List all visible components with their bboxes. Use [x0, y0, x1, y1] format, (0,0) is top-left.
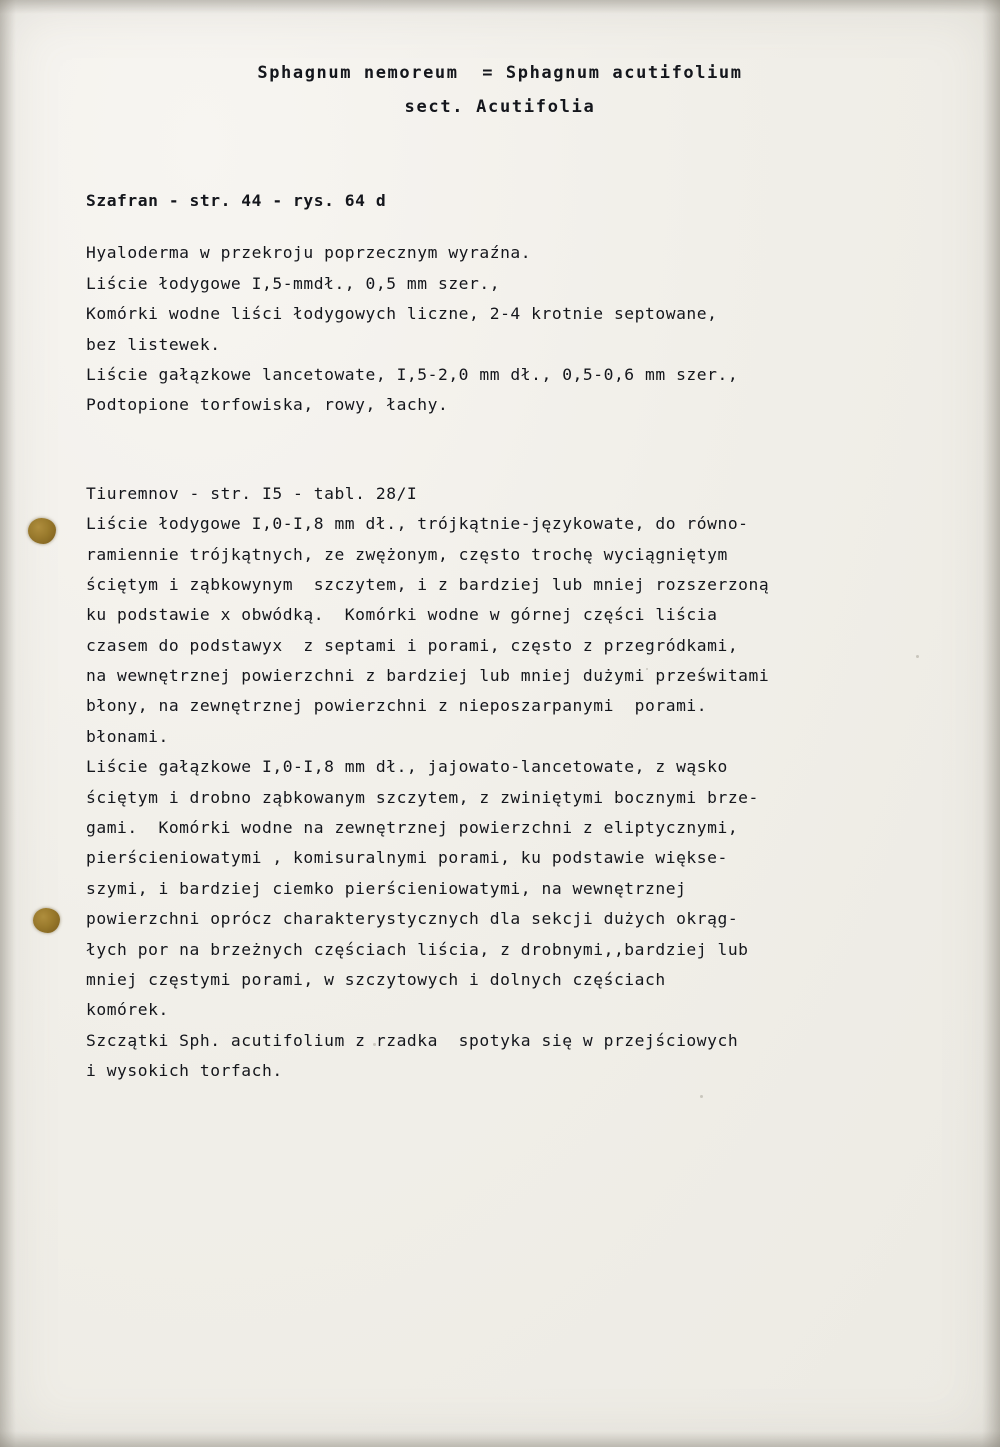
page-edge-left: [0, 0, 16, 1447]
body-line: ku podstawie x obwódką. Komórki wodne w górnej części liścia: [86, 605, 718, 625]
body-line: ramiennie trójkątnych, ze zwężonym, często trochę wyciągniętym: [86, 544, 728, 564]
page-edge-top: [0, 0, 1000, 14]
spacer: [86, 216, 966, 238]
body-line: Liście gałązkowe lancetowate, I,5-2,0 mm dł., 0,5-0,6 mm szer.,: [86, 364, 739, 384]
body-line: szymi, i bardziej ciemko pierścieniowatymi, na wewnętrznej: [86, 878, 687, 898]
spacer: [86, 421, 966, 457]
body-line: łych por na brzeżnych częściach liścia, z drobnymi,,bardziej lub: [86, 939, 749, 959]
body-line: błony, na zewnętrznej powierzchni z nieposzarpanymi porami.: [86, 696, 708, 716]
document-title: [0, 56, 1000, 124]
body-line: powierzchni oprócz charakterystycznych dla sekcji dużych okrąg-: [86, 909, 739, 929]
body-line: komórek.: [86, 1000, 169, 1020]
body-line: gami. Komórki wodne na zewnętrznej powierzchni z eliptycznymi,: [86, 818, 739, 838]
reference-szafran: Szafran - str. 44 - rys. 64 d: [86, 191, 387, 210]
body-line: czasem do podstawyx z septami i porami, często z przegródkami,: [86, 635, 739, 655]
body-line: Szczątki Sph. acutifolium z rzadka spotyka się w przejściowych: [86, 1030, 739, 1050]
body-line: ściętym i ząbkowynym szczytem, i z bardziej lub mniej rozszerzoną: [86, 574, 770, 594]
body-line: ściętym i drobno ząbkowanym szczytem, z zwiniętymi bocznymi brze-: [86, 787, 759, 807]
title-line-species: Sphagnum nemoreum = Sphagnum acutifolium: [257, 63, 743, 83]
paper-speck: [373, 1043, 376, 1046]
body-line: Hyaloderma w przekroju poprzecznym wyraźna.: [86, 243, 532, 263]
page-edge-right: [982, 0, 1000, 1447]
paragraph-szafran: [86, 238, 966, 420]
paper-speck: [700, 1095, 703, 1098]
title-line-section: sect. Acutifolia: [404, 97, 596, 117]
spacer: [86, 150, 966, 186]
adhesive-stain-top-mark: [28, 518, 56, 544]
body-line: na wewnętrznej powierzchni z bardziej lub mniej dużymi prześwitami: [86, 666, 770, 686]
body-line: i wysokich torfach.: [86, 1061, 283, 1081]
body-line: Liście gałązkowe I,0-I,8 mm dł., jajowato-lancetowate, z wąsko: [86, 757, 728, 777]
adhesive-stain-bottom-mark: [33, 908, 60, 933]
body-line: Komórki wodne liści łodygowych liczne, 2-4 krotnie septowane,: [86, 304, 718, 324]
page-edge-bottom: [0, 1431, 1000, 1447]
body-line: Liście łodygowe I,5-mmdł., 0,5 mm szer.,: [86, 273, 501, 293]
paper-speck: [916, 655, 919, 658]
body-line: Liście łodygowe I,0-I,8 mm dł., trójkątnie-językowate, do równo-: [86, 514, 749, 534]
body-line: pierścieniowatymi , komisuralnymi porami, ku podstawie więkse-: [86, 848, 728, 868]
body-line: Podtopione torfowiska, rowy, łachy.: [86, 395, 449, 415]
paper-speck: [646, 668, 648, 670]
reference-tiuremnov: Tiuremnov - str. I5 - tabl. 28/I: [86, 483, 418, 503]
body-line: błonami.: [86, 726, 169, 746]
paragraph-tiuremnov: [86, 509, 966, 1086]
spacer: [86, 457, 966, 479]
body-line: bez listewek.: [86, 334, 221, 354]
body-line: mniej częstymi porami, w szczytowych i dolnych częściach: [86, 969, 666, 989]
document-body: [86, 150, 966, 1087]
